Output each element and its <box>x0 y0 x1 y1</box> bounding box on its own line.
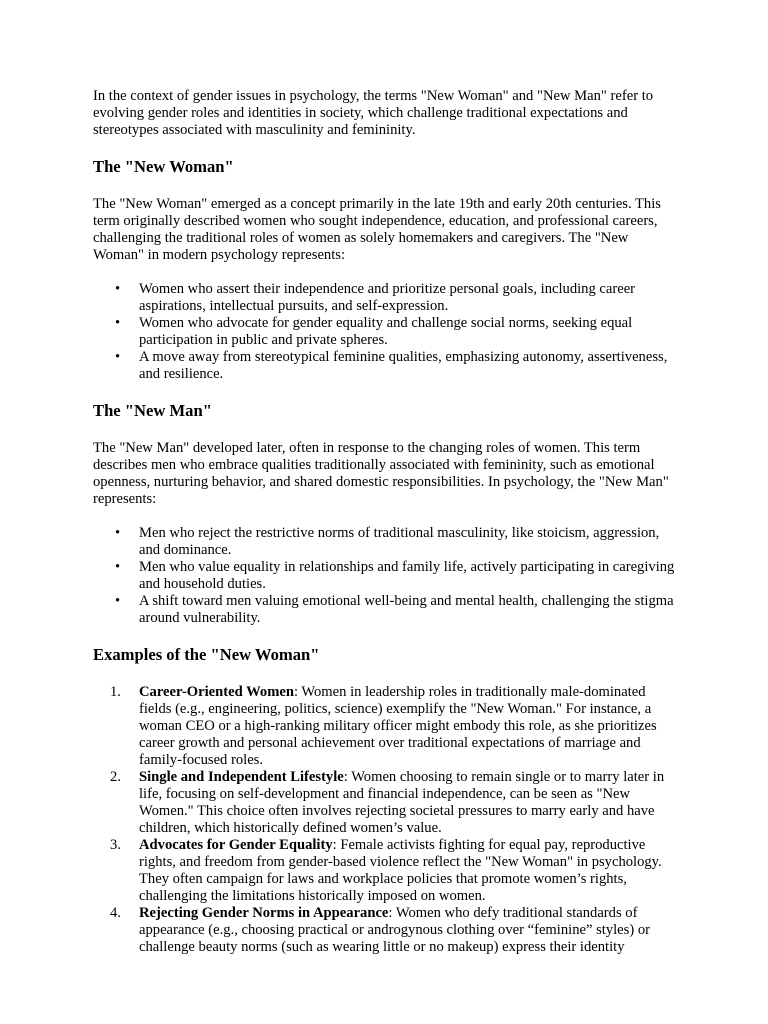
list-item <box>115 281 679 315</box>
list-item-number: 4. <box>110 905 121 921</box>
bullet-icon: • <box>115 315 121 331</box>
bullet-icon: • <box>115 525 121 541</box>
list-item-text: : Women who defy traditional standards of appearance (e.g., choosing practical or androgynous clothing over “feminine” styles) or challenge beauty norms (such as wearing little or no makeup) express their identity <box>139 905 650 955</box>
list-item-number: 2. <box>110 769 121 785</box>
new-woman-paragraph: The "New Woman" emerged as a concept primarily in the late 19th and early 20th centuries. This term originally described women who sought independence, education, and professional careers, challenging the traditional roles of women as solely homemakers and caregivers. The "New Woman" in modern psychology represents: <box>93 196 661 263</box>
new-woman-list <box>93 281 679 383</box>
list-item <box>115 593 679 627</box>
heading-new-man: The "New Man" <box>93 401 212 420</box>
list-item-text: Men who value equality in relationships and family life, actively participating in caregiving and household duties. <box>139 559 675 592</box>
list-item <box>115 525 679 559</box>
heading-examples: Examples of the "New Woman" <box>93 645 320 664</box>
list-item-text: A move away from stereotypical feminine qualities, emphasizing autonomy, assertiveness, and resilience. <box>139 349 668 382</box>
new-man-paragraph: The "New Man" developed later, often in response to the changing roles of women. This term describes men who embrace qualities traditionally associated with femininity, such as emotional openness, nurturing behavior, and shared domestic responsibilities. In psychology, the "New Man" represents: <box>93 440 669 507</box>
list-item-text: : Female activists fighting for equal pay, reproductive rights, and freedom from gender-based violence reflect the "New Woman" in psychology. They often campaign for laws and workplace policies that promote women’s rights, challenging the limitations historically imposed on women. <box>139 837 662 904</box>
list-item-title: Career-Oriented Women <box>139 684 294 700</box>
new-man-list <box>93 525 679 627</box>
list-item <box>110 769 679 837</box>
heading-new-woman: The "New Woman" <box>93 157 234 176</box>
intro-paragraph: In the context of gender issues in psychology, the terms "New Woman" and "New Man" refer to evolving gender roles and identities in society, which challenge traditional expectations and stereotypes associated with masculinity and femininity. <box>93 88 654 138</box>
list-item-text: : Women in leadership roles in traditionally male-dominated fields (e.g., engineering, politics, science) exemplify the "New Woman." For instance, a woman CEO or a high-ranking military officer might embody this role, as she prioritizes career growth and personal achievement over traditional expectations of marriage and family-focused roles. <box>139 684 657 768</box>
bullet-icon: • <box>115 593 121 609</box>
bullet-icon: • <box>115 281 121 297</box>
list-item-title: Single and Independent Lifestyle <box>139 769 344 785</box>
bullet-icon: • <box>115 349 121 365</box>
list-item-title: Advocates for Gender Equality <box>139 837 333 853</box>
list-item <box>115 315 679 349</box>
list-item <box>110 905 679 956</box>
list-item-text: A shift toward men valuing emotional well-being and mental health, challenging the stigma around vulnerability. <box>139 593 674 626</box>
list-item <box>115 559 679 593</box>
list-item-title: Rejecting Gender Norms in Appearance <box>139 905 389 921</box>
list-item <box>110 837 679 905</box>
document-page <box>93 88 679 956</box>
list-item-number: 1. <box>110 684 121 700</box>
list-item-text: Men who reject the restrictive norms of traditional masculinity, like stoicism, aggression, and dominance. <box>139 525 660 558</box>
list-item <box>115 349 679 383</box>
list-item-text: Women who assert their independence and prioritize personal goals, including career aspirations, intellectual pursuits, and self-expression. <box>139 281 636 314</box>
list-item-number: 3. <box>110 837 121 853</box>
list-item-text: Women who advocate for gender equality and challenge social norms, seeking equal participation in public and private spheres. <box>139 315 633 348</box>
list-item-text: : Women choosing to remain single or to marry later in life, focusing on self-development and financial independence, can be seen as "New Women." This choice often involves rejecting societal pressures to marry early and have children, which historically defined women’s value. <box>139 769 665 836</box>
bullet-icon: • <box>115 559 121 575</box>
examples-list <box>93 684 679 956</box>
list-item <box>110 684 679 769</box>
